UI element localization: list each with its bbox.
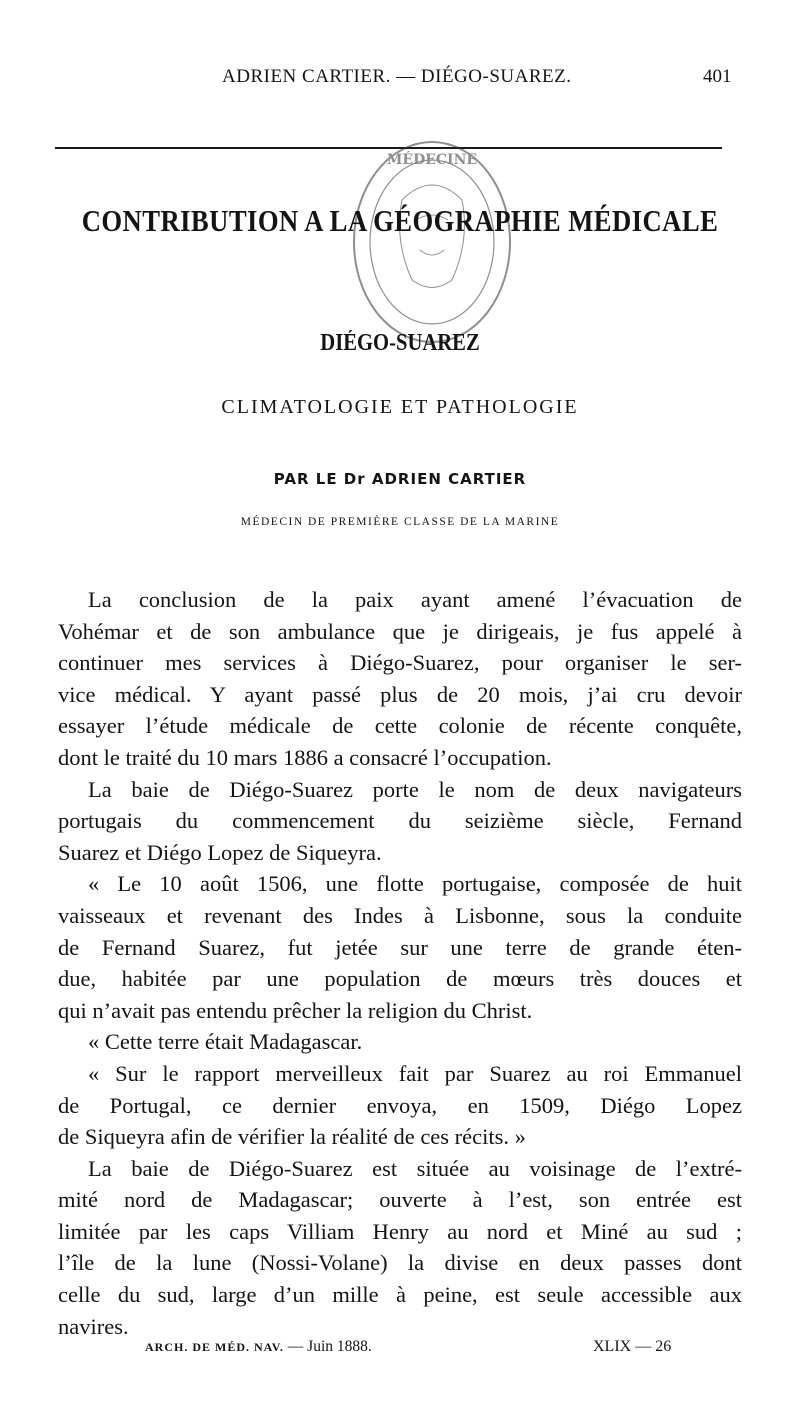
text-line: de Siqueyra afin de vérifier la réalité de ces récits. »	[58, 1124, 526, 1150]
footer-journal	[145, 1338, 372, 1356]
journal-abbrev: ARCH. DE MÉD. NAV.	[145, 1340, 284, 1354]
text-line: La baie de Diégo-Suarez porte le nom de deux navigateurs	[88, 776, 742, 802]
text-line: « Cette terre était Madagascar.	[88, 1029, 363, 1055]
text-line: vaisseaux et revenant des Indes à Lisbonne, sous la conduite	[58, 902, 742, 928]
text-line: « Le 10 août 1506, une flotte portugaise, composée de huit	[88, 871, 742, 897]
running-head	[0, 66, 800, 96]
article-title: CONTRIBUTION A LA GÉOGRAPHIE MÉDICALE	[81, 203, 719, 238]
body-text	[58, 584, 742, 1342]
running-title: ADRIEN CARTIER. — DIÉGO-SUAREZ.	[222, 66, 572, 87]
publication-date: — Juin 1888.	[287, 1338, 372, 1355]
text-line: La conclusion de la paix ayant amené l’évacuation de	[88, 587, 742, 612]
author-byline: PAR LE Dr ADRIEN CARTIER	[273, 470, 527, 488]
text-line: de Fernand Suarez, fut jetée sur une terre de grande éten-	[58, 934, 742, 960]
text-line: La baie de Diégo-Suarez est située au voisinage de l’extré-	[88, 1155, 742, 1181]
text-line: essayer l’étude médicale de cette colonie de récente conquête,	[58, 713, 742, 739]
article-subtitle: DIÉGO-SUAREZ	[320, 330, 480, 356]
text-line: celle du sud, large d’un mille à peine, est seule accessible aux	[58, 1282, 742, 1308]
text-line: qui n’avait pas entendu prêcher la religion du Christ.	[58, 997, 533, 1023]
text-line: « Sur le rapport merveilleux fait par Suarez au roi Emmanuel	[88, 1060, 742, 1086]
text-line: vice médical. Y ayant passé plus de 20 mois, j’ai cru devoir	[58, 681, 742, 707]
text-line: limitée par les caps Villiam Henry au nord et Miné au sud ;	[58, 1218, 742, 1244]
text-line: navires.	[58, 1313, 129, 1339]
text-line: de Portugal, ce dernier envoya, en 1509, Diégo Lopez	[58, 1092, 742, 1118]
page-footer	[0, 1338, 800, 1364]
text-line: mité nord de Madagascar; ouverte à l’est, son entrée est	[58, 1187, 742, 1213]
text-line: portugais du commencement du seizième siècle, Fernand	[58, 808, 742, 834]
section-title: CLIMATOLOGIE ET PATHOLOGIE	[221, 396, 579, 418]
text-line: continuer mes services à Diégo-Suarez, pour organiser le ser-	[58, 650, 742, 676]
page-number: 401	[703, 66, 732, 87]
text-line: Suarez et Diégo Lopez de Siqueyra.	[58, 839, 382, 865]
text-line: dont le traité du 10 mars 1886 a consacré l’occupation.	[58, 744, 552, 770]
library-stamp	[340, 130, 525, 360]
footer-signature: XLIX — 26	[593, 1338, 672, 1355]
text-line: due, habitée par une population de mœurs très douces et	[58, 966, 742, 992]
text-line: Vohémar et de son ambulance que je dirigeais, je fus appelé à	[58, 618, 742, 644]
stamp-text: MÉDECINE	[386, 152, 478, 168]
text-line: l’île de la lune (Nossi-Volane) la divise en deux passes dont	[58, 1250, 742, 1276]
author-affiliation: MÉDECIN DE PREMIÈRE CLASSE DE LA MARINE	[240, 516, 560, 528]
